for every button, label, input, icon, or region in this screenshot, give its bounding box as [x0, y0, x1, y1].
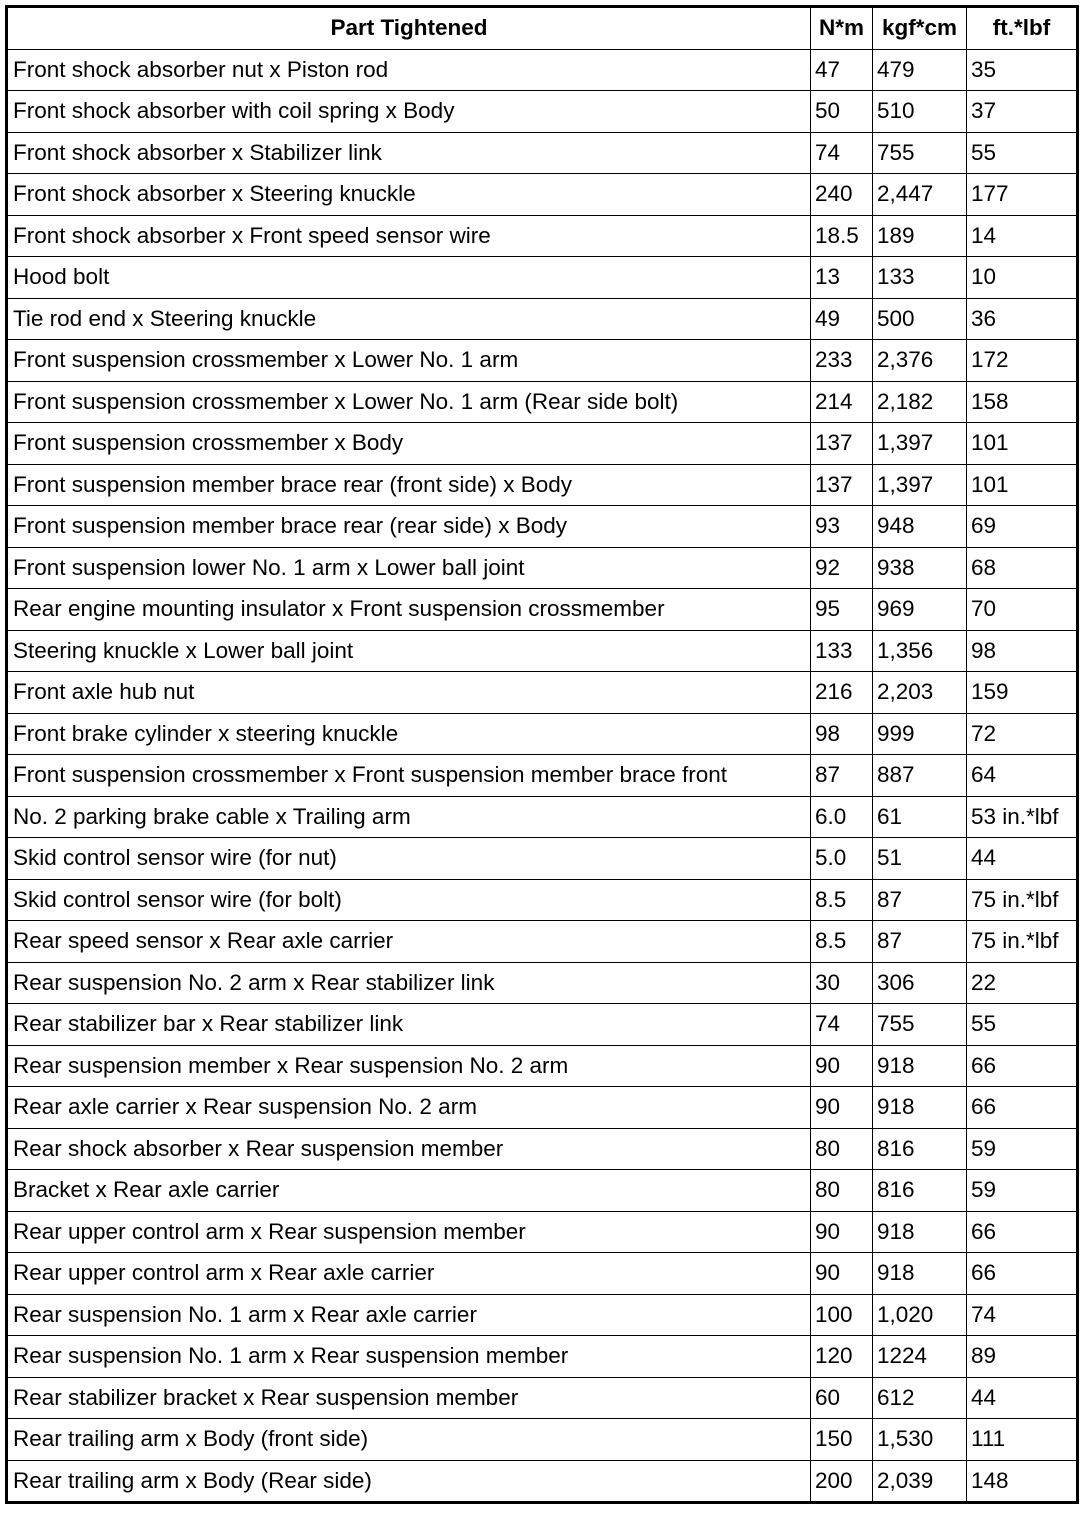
part-cell: Rear speed sensor x Rear axle carrier — [7, 921, 811, 963]
part-cell: Hood bolt — [7, 257, 811, 299]
kgf-cm-cell: 1,397 — [873, 464, 967, 506]
ft-lbf-cell: 158 — [967, 381, 1078, 423]
nm-cell: 92 — [811, 547, 873, 589]
table-row — [7, 589, 1078, 631]
table-row — [7, 796, 1078, 838]
kgf-cm-cell: 2,182 — [873, 381, 967, 423]
header-ft-lbf: ft.*lbf — [967, 7, 1078, 50]
kgf-cm-cell: 918 — [873, 1253, 967, 1295]
ft-lbf-cell: 10 — [967, 257, 1078, 299]
part-cell: Rear engine mounting insulator x Front suspension crossmember — [7, 589, 811, 631]
kgf-cm-cell: 1,356 — [873, 630, 967, 672]
ft-lbf-cell: 66 — [967, 1253, 1078, 1295]
nm-cell: 8.5 — [811, 921, 873, 963]
kgf-cm-cell: 612 — [873, 1377, 967, 1419]
nm-cell: 90 — [811, 1045, 873, 1087]
part-cell: Rear suspension No. 2 arm x Rear stabilizer link — [7, 962, 811, 1004]
ft-lbf-cell: 59 — [967, 1128, 1078, 1170]
table-row — [7, 630, 1078, 672]
ft-lbf-cell: 74 — [967, 1294, 1078, 1336]
ft-lbf-cell: 159 — [967, 672, 1078, 714]
table-row — [7, 1419, 1078, 1461]
table-row — [7, 257, 1078, 299]
part-cell: Front suspension lower No. 1 arm x Lower ball joint — [7, 547, 811, 589]
part-cell: Skid control sensor wire (for bolt) — [7, 879, 811, 921]
kgf-cm-cell: 816 — [873, 1170, 967, 1212]
table-row — [7, 838, 1078, 880]
ft-lbf-cell: 66 — [967, 1211, 1078, 1253]
ft-lbf-cell: 66 — [967, 1045, 1078, 1087]
part-cell: Front shock absorber x Stabilizer link — [7, 132, 811, 174]
nm-cell: 100 — [811, 1294, 873, 1336]
table-row — [7, 506, 1078, 548]
ft-lbf-cell: 36 — [967, 298, 1078, 340]
part-cell: Front suspension crossmember x Body — [7, 423, 811, 465]
ft-lbf-cell: 14 — [967, 215, 1078, 257]
table-row — [7, 423, 1078, 465]
kgf-cm-cell: 2,376 — [873, 340, 967, 382]
kgf-cm-cell: 510 — [873, 91, 967, 133]
ft-lbf-cell: 37 — [967, 91, 1078, 133]
nm-cell: 90 — [811, 1253, 873, 1295]
table-row — [7, 340, 1078, 382]
nm-cell: 216 — [811, 672, 873, 714]
kgf-cm-cell: 755 — [873, 132, 967, 174]
ft-lbf-cell: 148 — [967, 1460, 1078, 1503]
ft-lbf-cell: 68 — [967, 547, 1078, 589]
nm-cell: 137 — [811, 464, 873, 506]
nm-cell: 49 — [811, 298, 873, 340]
ft-lbf-cell: 35 — [967, 49, 1078, 91]
part-cell: Front shock absorber x Front speed sensor wire — [7, 215, 811, 257]
kgf-cm-cell: 133 — [873, 257, 967, 299]
part-cell: Rear axle carrier x Rear suspension No. 2 arm — [7, 1087, 811, 1129]
ft-lbf-cell: 64 — [967, 755, 1078, 797]
header-kgf-cm: kgf*cm — [873, 7, 967, 50]
table-row — [7, 1087, 1078, 1129]
nm-cell: 150 — [811, 1419, 873, 1461]
part-cell: Front brake cylinder x steering knuckle — [7, 713, 811, 755]
ft-lbf-cell: 111 — [967, 1419, 1078, 1461]
table-row — [7, 132, 1078, 174]
part-cell: Front suspension crossmember x Lower No. 1 arm — [7, 340, 811, 382]
ft-lbf-cell: 22 — [967, 962, 1078, 1004]
part-cell: Front shock absorber x Steering knuckle — [7, 174, 811, 216]
part-cell: Rear upper control arm x Rear axle carrier — [7, 1253, 811, 1295]
part-cell: Rear shock absorber x Rear suspension member — [7, 1128, 811, 1170]
table-row — [7, 1045, 1078, 1087]
kgf-cm-cell: 938 — [873, 547, 967, 589]
nm-cell: 98 — [811, 713, 873, 755]
nm-cell: 6.0 — [811, 796, 873, 838]
kgf-cm-cell: 2,039 — [873, 1460, 967, 1503]
table-row — [7, 1336, 1078, 1378]
part-cell: No. 2 parking brake cable x Trailing arm — [7, 796, 811, 838]
ft-lbf-cell: 75 in.*lbf — [967, 921, 1078, 963]
part-cell: Front shock absorber with coil spring x Body — [7, 91, 811, 133]
nm-cell: 8.5 — [811, 879, 873, 921]
table-row — [7, 547, 1078, 589]
kgf-cm-cell: 2,447 — [873, 174, 967, 216]
ft-lbf-cell: 55 — [967, 132, 1078, 174]
kgf-cm-cell: 189 — [873, 215, 967, 257]
ft-lbf-cell: 89 — [967, 1336, 1078, 1378]
nm-cell: 60 — [811, 1377, 873, 1419]
part-cell: Rear suspension No. 1 arm x Rear axle carrier — [7, 1294, 811, 1336]
nm-cell: 30 — [811, 962, 873, 1004]
ft-lbf-cell: 98 — [967, 630, 1078, 672]
ft-lbf-cell: 55 — [967, 1004, 1078, 1046]
nm-cell: 240 — [811, 174, 873, 216]
table-row — [7, 1004, 1078, 1046]
nm-cell: 13 — [811, 257, 873, 299]
part-cell: Front suspension crossmember x Lower No. 1 arm (Rear side bolt) — [7, 381, 811, 423]
ft-lbf-cell: 101 — [967, 423, 1078, 465]
nm-cell: 120 — [811, 1336, 873, 1378]
part-cell: Rear suspension No. 1 arm x Rear suspension member — [7, 1336, 811, 1378]
table-row — [7, 1460, 1078, 1503]
nm-cell: 95 — [811, 589, 873, 631]
nm-cell: 80 — [811, 1128, 873, 1170]
nm-cell: 90 — [811, 1087, 873, 1129]
nm-cell: 5.0 — [811, 838, 873, 880]
kgf-cm-cell: 87 — [873, 879, 967, 921]
nm-cell: 47 — [811, 49, 873, 91]
nm-cell: 80 — [811, 1170, 873, 1212]
kgf-cm-cell: 918 — [873, 1045, 967, 1087]
table-row — [7, 298, 1078, 340]
table-row — [7, 91, 1078, 133]
kgf-cm-cell: 1,397 — [873, 423, 967, 465]
kgf-cm-cell: 2,203 — [873, 672, 967, 714]
table-row — [7, 962, 1078, 1004]
table-row — [7, 174, 1078, 216]
kgf-cm-cell: 887 — [873, 755, 967, 797]
ft-lbf-cell: 172 — [967, 340, 1078, 382]
part-cell: Rear suspension member x Rear suspension No. 2 arm — [7, 1045, 811, 1087]
kgf-cm-cell: 755 — [873, 1004, 967, 1046]
nm-cell: 74 — [811, 132, 873, 174]
table-row — [7, 921, 1078, 963]
ft-lbf-cell: 69 — [967, 506, 1078, 548]
kgf-cm-cell: 479 — [873, 49, 967, 91]
ft-lbf-cell: 66 — [967, 1087, 1078, 1129]
table-row — [7, 1377, 1078, 1419]
part-cell: Rear trailing arm x Body (Rear side) — [7, 1460, 811, 1503]
kgf-cm-cell: 61 — [873, 796, 967, 838]
kgf-cm-cell: 918 — [873, 1087, 967, 1129]
ft-lbf-cell: 44 — [967, 1377, 1078, 1419]
table-row — [7, 713, 1078, 755]
part-cell: Steering knuckle x Lower ball joint — [7, 630, 811, 672]
kgf-cm-cell: 87 — [873, 921, 967, 963]
part-cell: Rear trailing arm x Body (front side) — [7, 1419, 811, 1461]
header-newton-meter: N*m — [811, 7, 873, 50]
nm-cell: 90 — [811, 1211, 873, 1253]
nm-cell: 214 — [811, 381, 873, 423]
table-body — [7, 49, 1078, 1503]
header-part-tightened: Part Tightened — [7, 7, 811, 50]
table-row — [7, 755, 1078, 797]
table-row — [7, 464, 1078, 506]
table-row — [7, 381, 1078, 423]
part-cell: Front suspension member brace rear (front side) x Body — [7, 464, 811, 506]
kgf-cm-cell: 969 — [873, 589, 967, 631]
part-cell: Front suspension member brace rear (rear side) x Body — [7, 506, 811, 548]
part-cell: Rear stabilizer bracket x Rear suspension member — [7, 1377, 811, 1419]
kgf-cm-cell: 1,020 — [873, 1294, 967, 1336]
kgf-cm-cell: 51 — [873, 838, 967, 880]
nm-cell: 87 — [811, 755, 873, 797]
table-row — [7, 49, 1078, 91]
table-row — [7, 215, 1078, 257]
torque-specification-table — [5, 5, 1079, 1504]
part-cell: Front axle hub nut — [7, 672, 811, 714]
kgf-cm-cell: 500 — [873, 298, 967, 340]
nm-cell: 200 — [811, 1460, 873, 1503]
table-row — [7, 1211, 1078, 1253]
ft-lbf-cell: 101 — [967, 464, 1078, 506]
table-row — [7, 672, 1078, 714]
nm-cell: 50 — [811, 91, 873, 133]
nm-cell: 18.5 — [811, 215, 873, 257]
nm-cell: 233 — [811, 340, 873, 382]
table-row — [7, 1128, 1078, 1170]
nm-cell: 133 — [811, 630, 873, 672]
header-row — [7, 7, 1078, 50]
ft-lbf-cell: 70 — [967, 589, 1078, 631]
part-cell: Front shock absorber nut x Piston rod — [7, 49, 811, 91]
ft-lbf-cell: 59 — [967, 1170, 1078, 1212]
kgf-cm-cell: 1224 — [873, 1336, 967, 1378]
nm-cell: 137 — [811, 423, 873, 465]
kgf-cm-cell: 918 — [873, 1211, 967, 1253]
part-cell: Rear stabilizer bar x Rear stabilizer link — [7, 1004, 811, 1046]
table-row — [7, 879, 1078, 921]
part-cell: Rear upper control arm x Rear suspension member — [7, 1211, 811, 1253]
table-row — [7, 1294, 1078, 1336]
part-cell: Skid control sensor wire (for nut) — [7, 838, 811, 880]
ft-lbf-cell: 44 — [967, 838, 1078, 880]
table-row — [7, 1170, 1078, 1212]
nm-cell: 93 — [811, 506, 873, 548]
part-cell: Bracket x Rear axle carrier — [7, 1170, 811, 1212]
kgf-cm-cell: 948 — [873, 506, 967, 548]
ft-lbf-cell: 75 in.*lbf — [967, 879, 1078, 921]
table-row — [7, 1253, 1078, 1295]
kgf-cm-cell: 999 — [873, 713, 967, 755]
ft-lbf-cell: 53 in.*lbf — [967, 796, 1078, 838]
kgf-cm-cell: 306 — [873, 962, 967, 1004]
nm-cell: 74 — [811, 1004, 873, 1046]
kgf-cm-cell: 816 — [873, 1128, 967, 1170]
kgf-cm-cell: 1,530 — [873, 1419, 967, 1461]
ft-lbf-cell: 177 — [967, 174, 1078, 216]
ft-lbf-cell: 72 — [967, 713, 1078, 755]
part-cell: Front suspension crossmember x Front suspension member brace front — [7, 755, 811, 797]
part-cell: Tie rod end x Steering knuckle — [7, 298, 811, 340]
